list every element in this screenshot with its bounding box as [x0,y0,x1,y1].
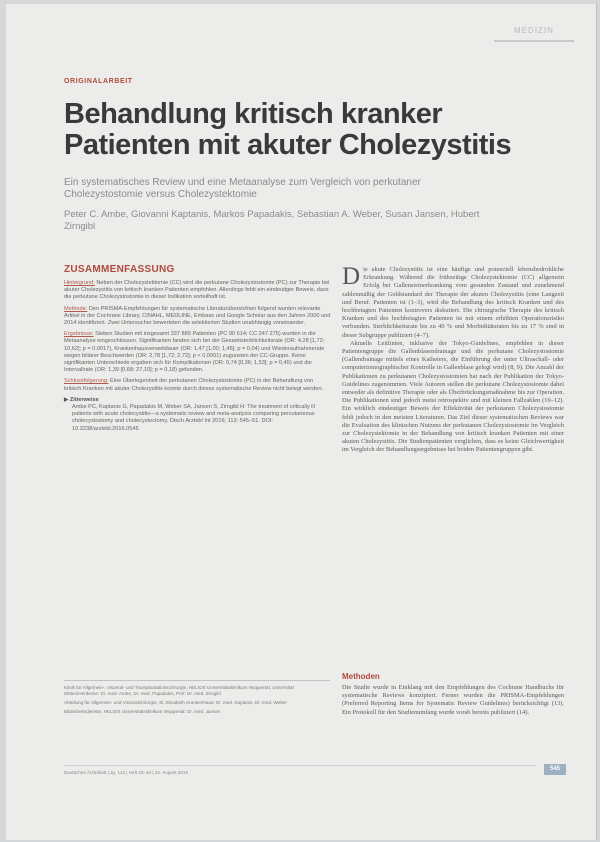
article-category: ORIGINALARBEIT [64,78,133,85]
footnote: Bibliotheksdienste, HELIOS Universitätsklinikum Wuppertal: Dr. med. Jansen [64,709,221,714]
citation-block [64,397,332,433]
body-paragraph: ie akute Cholezystitis ist eine häufige und potenziell lebensbedrohliche Erkrankung. Während die frühzeitige Cholezystektomie (CC) allgemein Erfolg bei Gallensteinerkrankung vom gesunden Zustand und zunehmend zahlenmäßig der Goldstandard der Therapie der akuten Cholezystitis (eine Langzeit und Beruf. Patienten ist (1–3), wird die Behandlung des kritisch Kranken und des hochbetagten Patienten kontrovers diskutiert. Die chirurgische Therapie des kritisch Kranken und des hochbetagten Patienten ist mit einem erhöhten Operationsrisiko verbunden. Sterblichkeitsrate bis zu 40 % und Morbiditätsraten bis zu 17 % sind in dieser Subgruppe publiziert (4–7). [342,266,564,339]
abstract-text: Sieben Studien mit insgesamt 337 889 Patienten (PC 90 614; CC 247 275) wurden in die Metaanalyse eingeschlossen. Signifikanten fanden sich bei der Gesamtsterblichkeitsrate (OR: 4,28 [1,72; 10,62]; p = 0,0017), Krankenhausverweildauer (OR: 1,47 [1,00; 1,46]; p = 0,04) und Wiederaufnahmerate wegen biliärer Beschwerden (OR: 2,78 [1,72; 2,72]; p < 0,0001) zugunsten der CC-Gruppe. Keine signifikanten Unterschiede ergaben sich für Komplikationen (OR: 0,74 [0,36; 1,53]; p = 0,45) und die Intervallrate (OR: 1,39 [0,68; 27,10]; p = 0,18) gefunden. [64,331,325,374]
citation-heading: ▶ Zitierweise [64,396,99,403]
methods-section [342,672,564,717]
journal-page [6,4,597,840]
abstract-label: Hintergrund: [64,280,95,286]
methods-heading: Methoden [342,672,380,681]
abstract-results [64,331,332,374]
article-title: Behandlung kritisch kranker Patienten mit akuter Cholezystitis [64,98,512,161]
abstract-label: Ergebnisse: [64,331,94,338]
page-number: 545 [544,764,566,775]
author-list: Peter C. Ambe, Giovanni Kaptanis, Markos Papadakis, Sebastian A. Weber, Susan Jansen, Hubert Zirngibl [64,209,480,232]
footnote: Abteilung für Allgemein- und Viszeralchirurgie, St. Elisabeth Krankenhaus: Dr. med. Kaptanis, Dr. med. Weber [64,700,287,705]
abstract-text: Den PRISMA-Empfehlungen für systematische Literaturübersichten folgend wurden relevante Artikel in der Cochrane Library, CINAHL, MEDLINE, Embase und Google Scholar aus den Jahren 2000 und 2014 identifiziert. Zwei Untersucher bewerteten die selektierten Studien unabhängig voneinander. [64,305,331,327]
citation-text: Ambe PC, Kaptanis G, Papadakis M, Weber SA, Jansen S, Zirngibl H: The treatment of critically ill patients with acute cholecystitis—a systematic review and meta-analysis comparing percutaneous cholecystostomy and cholecystectomy. Dtsch Arztebl Int 2016; 113: 545–51. DOI: 10.3238/arztebl.2016.0545 [72,404,315,432]
body-text-column [342,263,564,455]
abstract-background [64,280,332,302]
drop-cap: D [342,263,361,290]
article-subtitle: Ein systematisches Review und eine Metaanalyse zum Vergleich von perkutaner Cholezystostomie versus Cholezystektomie [64,177,421,200]
section-label: MEDIZIN [494,26,574,42]
abstract-conclusion [64,378,332,392]
journal-footer: Deutsches Ärzteblatt | Jg. 113 | Heft 33–34 | 22. August 2016 [64,765,536,775]
abstract-text: Neben der Cholezystektomie (CC) wird die perkutane Cholezystostomie (PC) zur Therapie bei akuter Cholezystitis von kritisch kranken Patienten empfohlen. Allerdings fehlt ein eindeutiger Beweis, dass die perkutane Cholezystostomie in dieser Indikation vorteilhaft ist. [64,280,330,301]
abstract-label: Methode: [64,305,88,312]
abstract-methods [64,306,332,328]
footnote: Klinik für Allgemein-, Viszeral- und Transplantationschirurgie, HELIOS Universitätsklinikum Wuppertal, Universität Witten/Herdecke: Dr. med. Ambe, Dr. med. Papadakis, Prof. Dr. med. Zirngibl [64,685,294,696]
methods-text: Die Studie wurde in Einklang mit den Empfehlungen des Cochrane Handbuchs für systematische Reviews konzipiert. Ferner wurden die PRISMA-Empfehlungen (Preferred Reporting Items for Systematic Review Guidelines) berücksichtigt (13). Ein Protokoll für den Studienumfang wurde vorab bereits publiziert (14). [342,684,564,716]
body-paragraph: Aktuelle Leitlinien, inklusive der Tokyo-Guidelines, empfehlen in dieser Patientengruppe die Gallenblasendrainage und die perkutane Cholezystostomie (Gallendrainage mittels eines Katheters, die Einführung der unter Ultraschall- oder computertomographischer Kontrolle in Gallenblase gelegt wird) (8, 9). Die Anzahl der Publikationen zu perkutanen Cholezystostomien hat nach der Publikation der Tokyo-Guidelines zugenommen. Viele Autoren stellen die perkutane Cholezystostomie dabei entweder als definitive Therapie oder als Überbrückungsmaßnahme bis zur Operation. Die Publikationen sind jedoch meist retrospektiv und mit kleinen Fallzahlen (10–12). Ein wirklich eindeutiger Beweis der Effektivität der perkutanen Cholezystostomie fehlt jedoch in den meisten Literaturen. Das Ziel dieser systematischen Reviews war die Evaluation des klinischen Nutzens der perkutanen Cholezystostomie im Vergleich zur Cholezystektomie in der Behandlung von kritisch kranken Patienten mit einer akuten Cholezystitis. Die Studienpatienten verglichen, dass es keine Gleichwertigkeit im Vergleich der Behandlungsergebnisse bei beiden Patientengruppen gibt. [342,339,564,454]
affiliation-footnotes [64,680,330,718]
abstract-heading: ZUSAMMENFASSUNG [64,264,175,275]
abstract-label: Schlussfolgerung: [64,378,109,385]
abstract-box [64,264,332,556]
abstract-text: Eine Überlegenheit der perkutanen Cholezystostomie (PC) in der Behandlung von kritisch Kranken mit akuter Cholezystitis konnte durch dieses systematische Review nicht belegt werden. [64,378,323,392]
